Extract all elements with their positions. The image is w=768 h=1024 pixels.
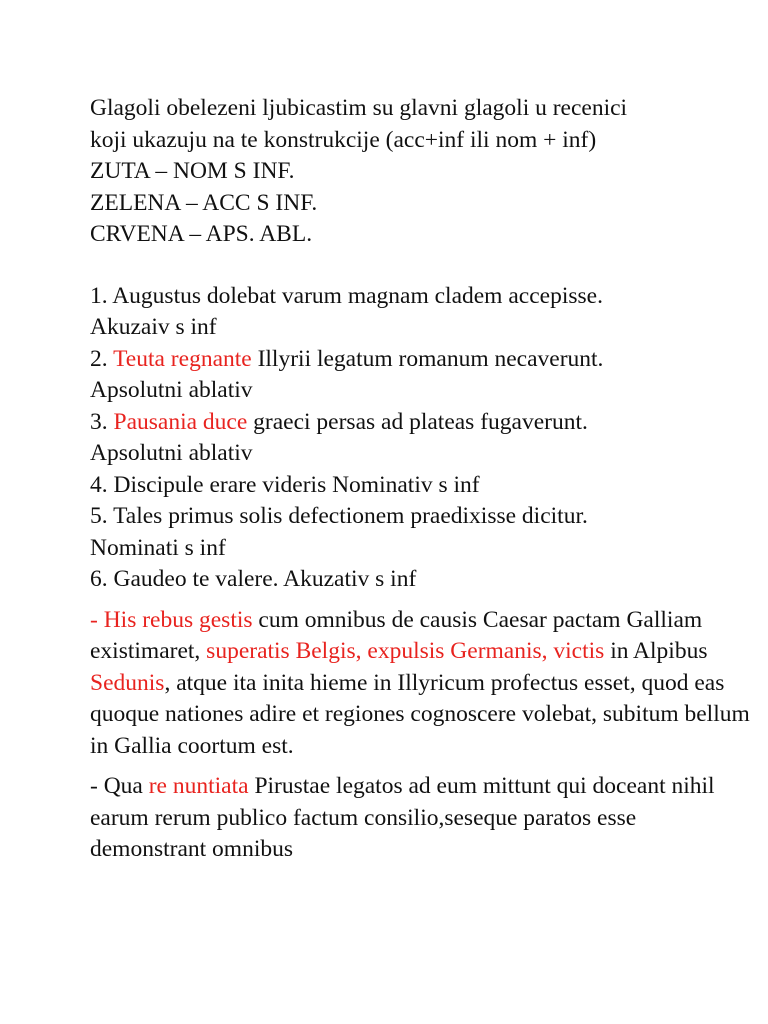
legend-green: ZELENA – ACC S INF.: [90, 189, 318, 216]
intro-line-2: koji ukazuju na te konstrukcije (acc+inf ili nom + inf): [90, 126, 597, 153]
passage-1-highlight-2: superatis Belgis, expulsis Germanis, victis: [206, 638, 605, 664]
sentence-2: [90, 344, 755, 376]
intro-line-1: Glagoli obelezeni ljubicastim su glavni glagoli u recenici: [90, 95, 628, 121]
passage-1-highlight-1: - His rebus gestis: [90, 606, 253, 633]
sentence-3-number: 3.: [90, 408, 114, 435]
sentence-4: 4. Discipule erare videris Nominativ s inf: [90, 471, 480, 498]
sentence-2-highlight: Teuta regnante: [113, 345, 252, 372]
legend-red: CRVENA – APS. ABL.: [90, 221, 313, 247]
sentence-3-highlight: Pausania duce: [113, 408, 248, 435]
sentence-5: 5. Tales primus solis defectionem praedixisse dicitur.: [90, 503, 588, 529]
passage-1-text-2: in Alpibus: [604, 638, 708, 664]
document-page: [90, 93, 755, 866]
passage-2-text-2: Pirustae legatos ad eum mittunt qui doceant nihil earum rerum publico factum consilio,seseque paratos esse demonstrant omnibus: [90, 773, 715, 862]
sentence-1-label: Akuzaiv s inf: [90, 314, 217, 340]
sentence-2-number: 2.: [90, 345, 114, 372]
sentence-5-label: Nominati s inf: [90, 534, 226, 561]
passage-1-text-1: cum omnibus de causis Caesar pactam Galliam existimaret,: [90, 606, 703, 664]
passage-2-highlight-1: re nuntiata: [148, 773, 249, 799]
sentence-2-rest: Illyrii legatum romanum necaverunt.: [251, 345, 604, 372]
sentence-3-rest: graeci persas ad plateas fugaverunt.: [247, 408, 588, 435]
passage-2: [90, 771, 755, 866]
sentence-6: 6. Gaudeo te valere. Akuzativ s inf: [90, 566, 417, 592]
legend-yellow: ZUTA – NOM S INF.: [90, 158, 295, 184]
blank-line: [90, 251, 755, 281]
passage-1: [90, 605, 755, 763]
passage-1-highlight-3: Sedunis: [90, 669, 165, 696]
sentence-3: [90, 407, 755, 439]
passage-2-text-1: - Qua: [90, 773, 149, 799]
paragraph-spacer: [90, 762, 755, 771]
sentence-2-label: Apsolutni ablativ: [90, 377, 253, 403]
sentence-1: 1. Augustus dolebat varum magnam cladem accepisse.: [90, 282, 603, 309]
sentence-3-label: Apsolutni ablativ: [90, 440, 253, 466]
paragraph-spacer: [90, 596, 755, 605]
passage-1-text-3: , atque ita inita hieme in Illyricum profectus esset, quod eas quoque nationes adire et regiones cognoscere volebat, subitum bellum in Gallia coortum est.: [90, 669, 750, 759]
